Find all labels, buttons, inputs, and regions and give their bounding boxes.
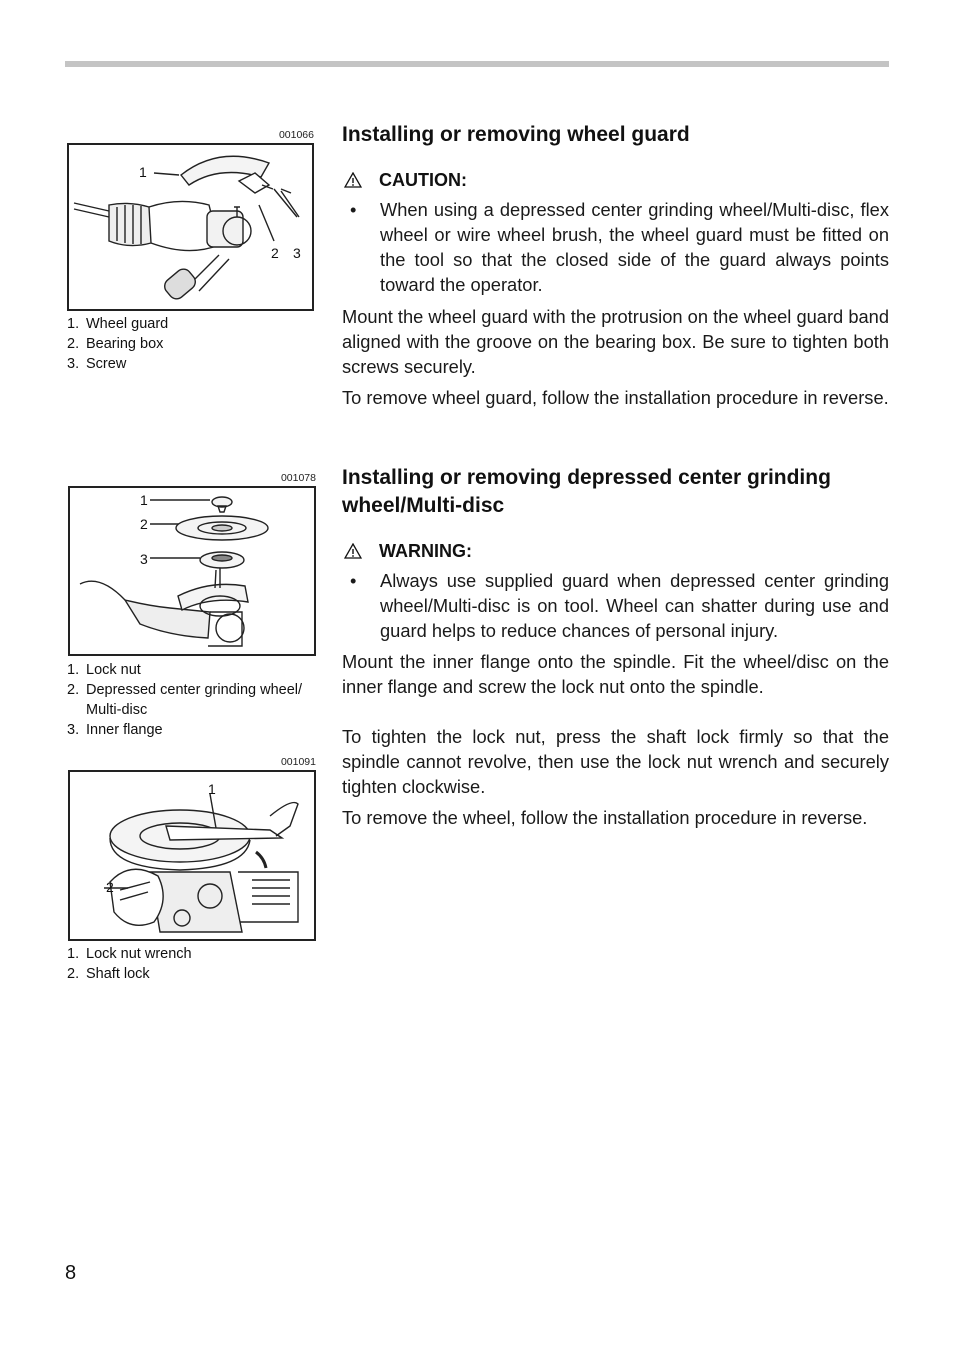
legend-item: 1. Lock nut [67, 662, 141, 678]
callout-1: 1 [139, 164, 147, 180]
warning-triangle-icon [344, 172, 362, 188]
page-number: 8 [65, 1262, 77, 1284]
figure-image-wheel-guard [67, 143, 314, 311]
paragraph: To remove wheel guard, follow the installation procedure in reverse. [342, 387, 889, 408]
legend-item: 2. Depressed center grinding wheel/ Multi-disc [67, 682, 303, 718]
caution-bullet: • When using a depressed center grinding wheel/Multi-disc, flex wheel or wire wheel brush, the wheel guard must be fitted on the tool so that the closed side of the guard always points toward the operator. [350, 199, 889, 295]
figure-code: 001091 [280, 756, 316, 768]
legend-item: 2. Bearing box [67, 336, 164, 352]
legend-item: 3. Screw [67, 356, 127, 372]
grinder-wrench-illustration [70, 772, 314, 939]
callout-3: 3 [293, 245, 301, 261]
figure-image-wheel-disc [68, 486, 316, 656]
warning-heading [342, 540, 889, 562]
warning-bullet: • Always use supplied guard when depressed center grinding wheel/Multi-disc is on tool. Wheel can shatter during use and guard helps to reduce chances of personal injury. [350, 570, 889, 641]
bullet-icon: • [350, 570, 357, 591]
grinder-wheel-illustration [70, 488, 314, 654]
callout-1: 1 [208, 781, 216, 797]
legend-item: 2. Shaft lock [67, 966, 150, 982]
section-title: Installing or removing wheel guard [342, 123, 690, 146]
paragraph: Mount the wheel guard with the protrusion on the wheel guard band aligned with the groove on the bearing box. Be sure to tighten both screws securely. [342, 306, 889, 377]
alert-label: WARNING: [379, 541, 472, 561]
header-rule [65, 61, 889, 67]
bullet-icon: • [350, 199, 357, 220]
legend-item: 1. Lock nut wrench [67, 946, 192, 962]
figure-legend [67, 314, 317, 374]
callout-2: 2 [271, 245, 279, 261]
callout-2: 2 [106, 879, 114, 895]
caution-heading [342, 169, 889, 191]
figure-legend [67, 944, 317, 984]
figure-code: 001066 [278, 129, 314, 141]
figure-legend [67, 660, 327, 740]
callout-1: 1 [140, 492, 148, 508]
legend-item: 1. Wheel guard [67, 316, 169, 332]
section-title: Installing or removing depressed center grinding wheel/Multi-disc [342, 466, 831, 517]
figure-image-lock-nut [68, 770, 316, 941]
section-wheel-disc [342, 464, 889, 830]
warning-triangle-icon [344, 543, 362, 559]
paragraph: Mount the inner flange onto the spindle. Fit the wheel/disc on the inner flange and screw the lock nut onto the spindle. [342, 651, 889, 697]
paragraph: To remove the wheel, follow the installation procedure in reverse. [342, 807, 868, 828]
alert-label: CAUTION: [379, 170, 467, 190]
section-wheel-guard [342, 121, 889, 410]
figure-code: 001078 [280, 472, 316, 484]
grinder-guard-illustration [69, 145, 312, 309]
callout-3: 3 [140, 551, 148, 567]
callout-2: 2 [140, 516, 148, 532]
legend-item: 3. Inner flange [67, 722, 163, 738]
paragraph: To tighten the lock nut, press the shaft lock firmly so that the spindle cannot revolve, then use the lock nut wrench and securely tighten clockwise. [342, 726, 889, 797]
